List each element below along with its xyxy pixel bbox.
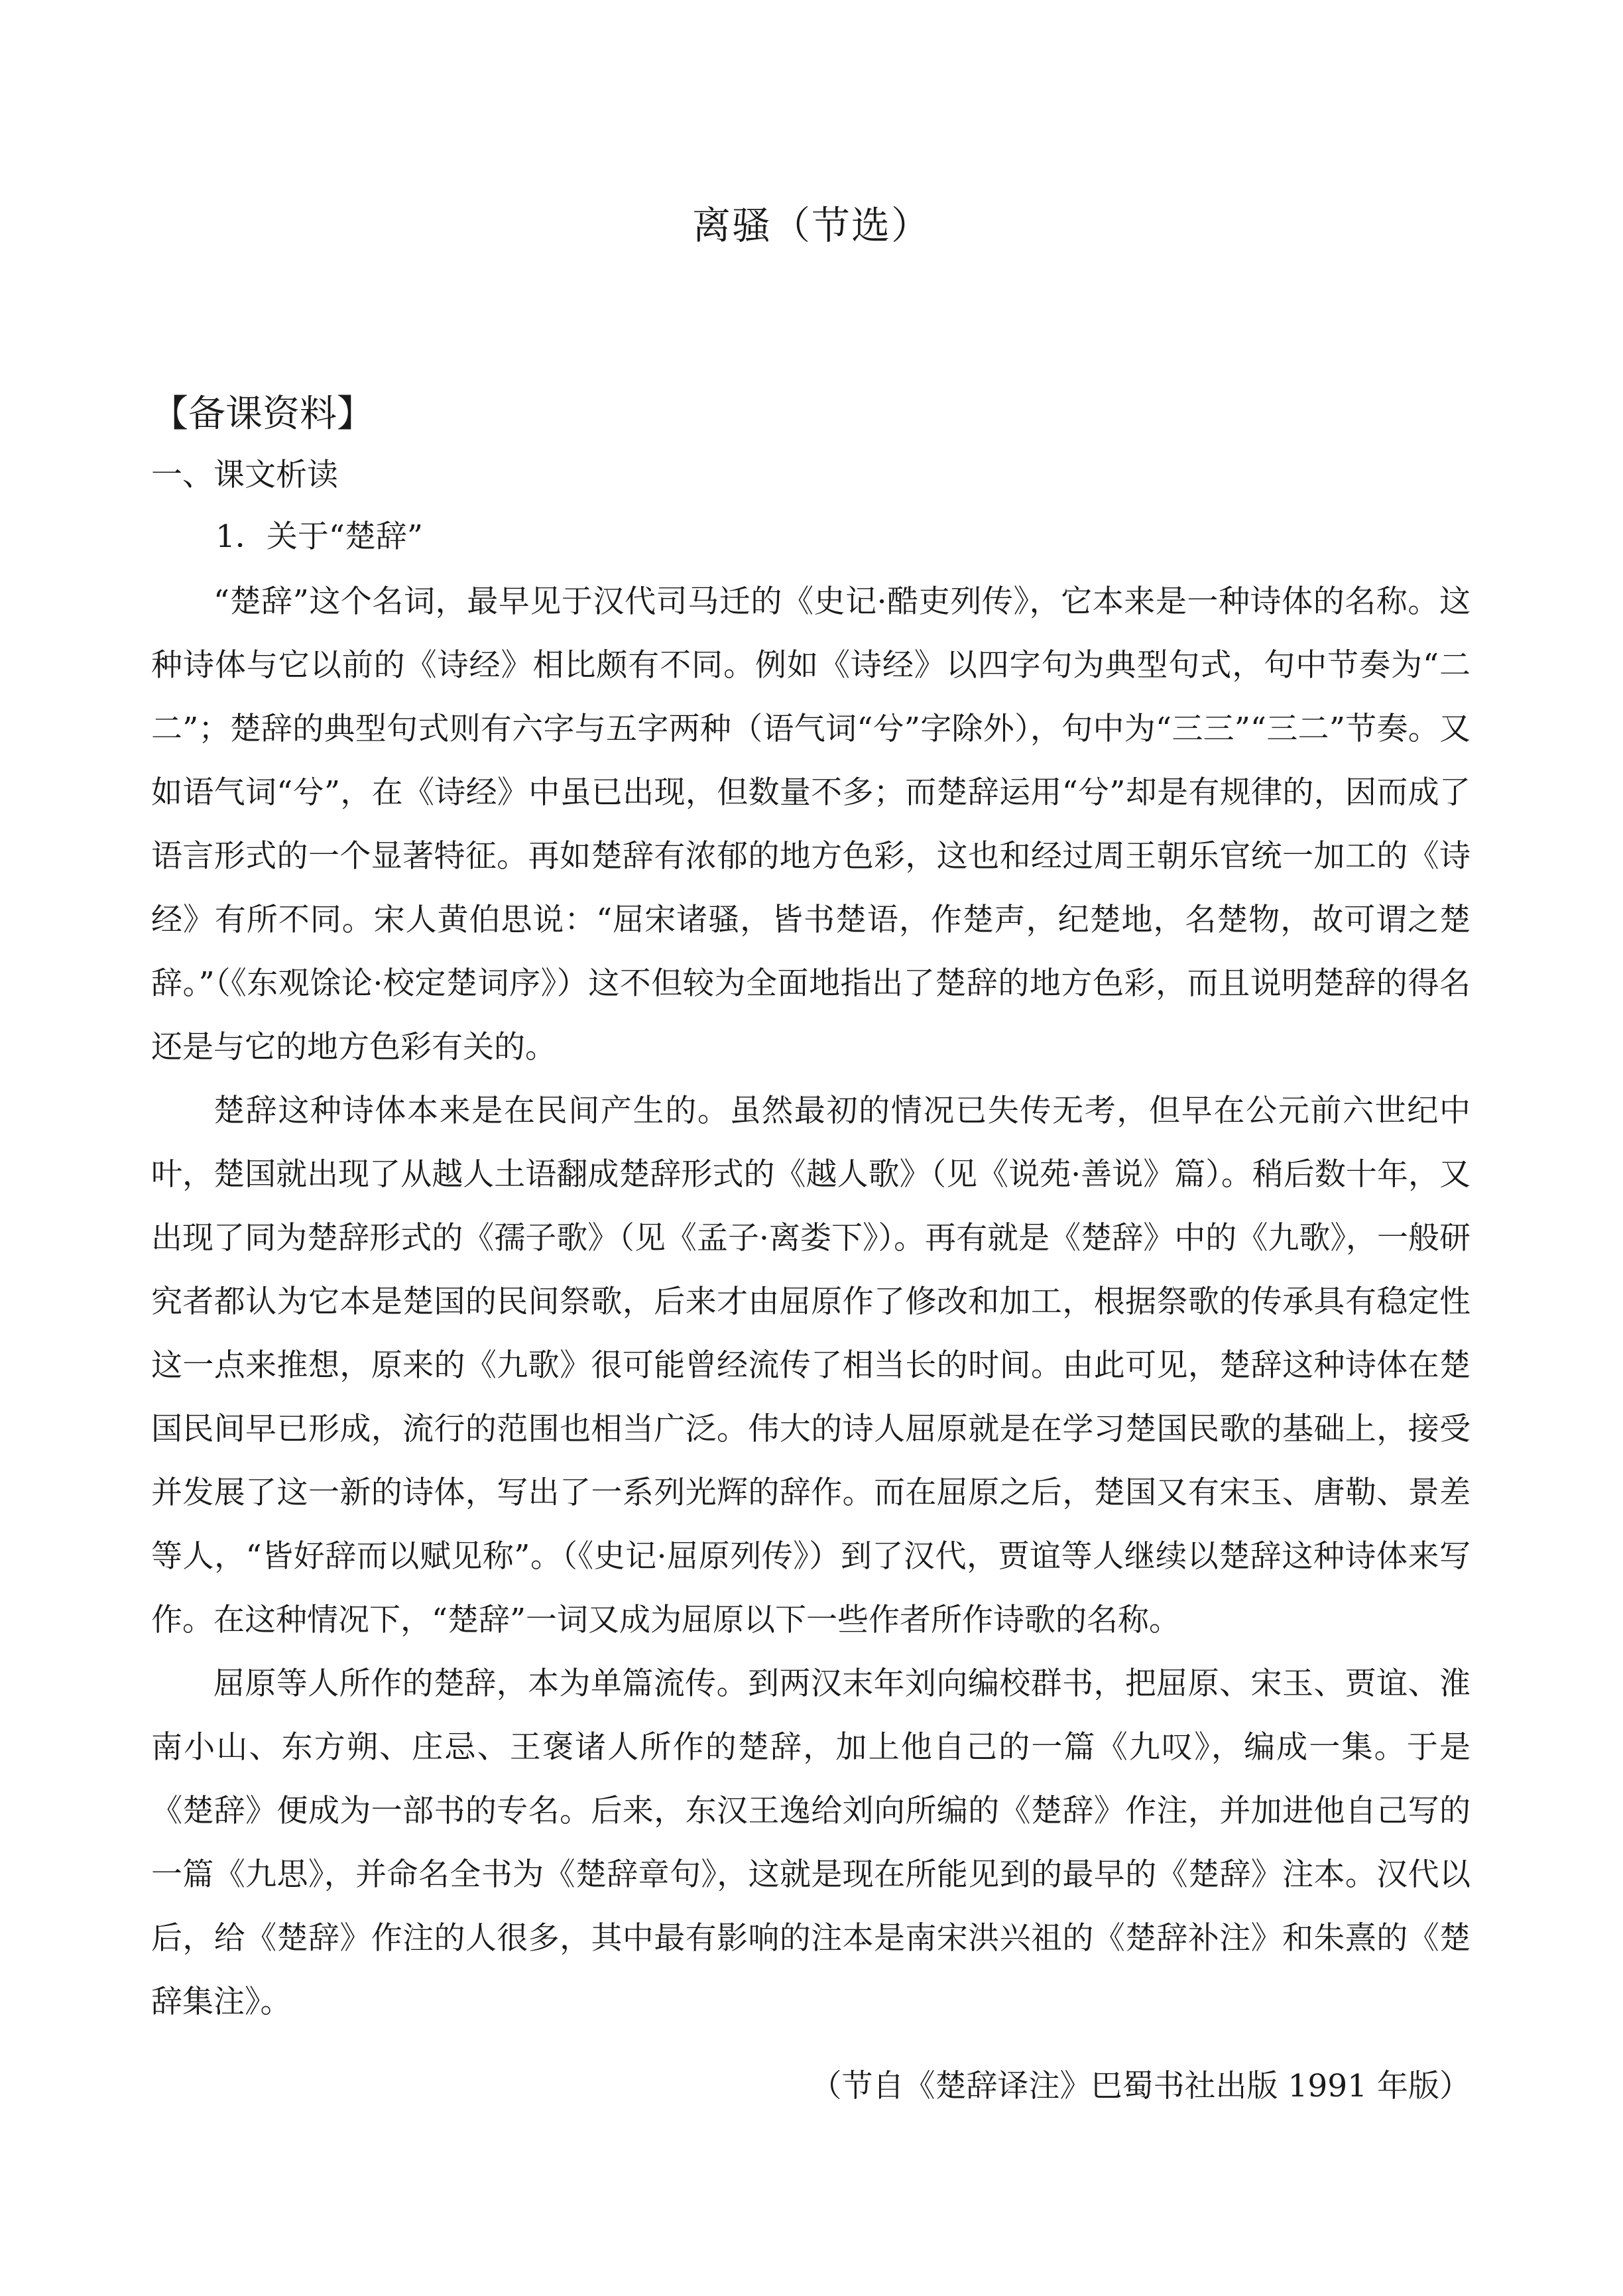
sub-heading: 一、课文析读 — [151, 457, 338, 493]
page-title: 离骚（节选） — [691, 203, 931, 248]
paragraph: 楚辞这种诗体本来是在民间产生的。虽然最初的情况已失传无考，但早在公元前六世纪中叶，楚国就出现了从越人土语翻成楚辞形式的《越人歌》（见《说苑·善说》篇）。稍后数十年，又出现了同为楚辞形式的《孺子歌》（见《孟子·离娄下》）。再有就是《楚辞》中的《九歌》，一般研究者都认为它本是楚国的民间祭歌，后来才由屈原作了修改和加工，根据祭歌的传承具有稳定性这一点来推想，原来的《九歌》很可能曾经流传了相当长的时间。由此可见，楚辞这种诗体在楚国民间早已形成，流行的范围也相当广泛。伟大的诗人屈原就是在学习楚国民歌的基础上，接受并发展了这一新的诗体，写出了一系列光辉的辞作。而在屈原之后，楚国又有宋玉、唐勒、景差等人，“皆好辞而以赋见称”。（《史记·屈原列传》）到了汉代，贾谊等人继续以楚辞这种诗体来写作。在这种情况下，“楚辞”一词又成为屈原以下一些作者所作诗歌的名称。 — [151, 1093, 1471, 1638]
item-heading: 1．关于“楚辞” — [215, 518, 423, 555]
paragraph: 屈原等人所作的楚辞，本为单篇流传。到两汉末年刘向编校群书，把屈原、宋玉、贾谊、淮南小山、东方朔、庄忌、王褒诸人所作的楚辞，加上他自己的一篇《九叹》，编成一集。于是《楚辞》便成为一部书的专名。后来，东汉王逸给刘向所编的《楚辞》作注，并加进他自己写的一篇《九思》，并命名全书为《楚辞章句》，这就是现在所能见到的最早的《楚辞》注本。汉代以后，给《楚辞》作注的人很多，其中最有影响的注本是南宋洪兴祖的《楚辞补注》和朱熹的《楚辞集注》。 — [151, 1665, 1471, 2020]
paragraph: “楚辞”这个名词，最早见于汉代司马迁的《史记·酷吏列传》，它本来是一种诗体的名称。这种诗体与它以前的《诗经》相比颇有不同。例如《诗经》以四字句为典型句式，句中节奏为“二二”；楚辞的典型句式则有六字与五字两种（语气词“兮”字除外），句中为“三三”“三二”节奏。又如语气词“兮”，在《诗经》中虽已出现，但数量不多；而楚辞运用“兮”却是有规律的，因而成了语言形式的一个显著特征。再如楚辞有浓郁的地方色彩，这也和经过周王朝乐官统一加工的《诗经》有所不同。宋人黄伯思说：“屈宋诸骚，皆书楚语，作楚声，纪楚地，名楚物，故可谓之楚辞。”（《东观馀论·校定楚词序》）这不但较为全面地指出了楚辞的地方色彩，而且说明楚辞的得名还是与它的地方色彩有关的。 — [151, 583, 1471, 1065]
body-text — [151, 570, 1471, 2034]
source-citation: （节自《楚辞译注》巴蜀书社出版 1991 年版） — [810, 2068, 1471, 2104]
section-heading: 【备课资料】 — [151, 393, 374, 436]
